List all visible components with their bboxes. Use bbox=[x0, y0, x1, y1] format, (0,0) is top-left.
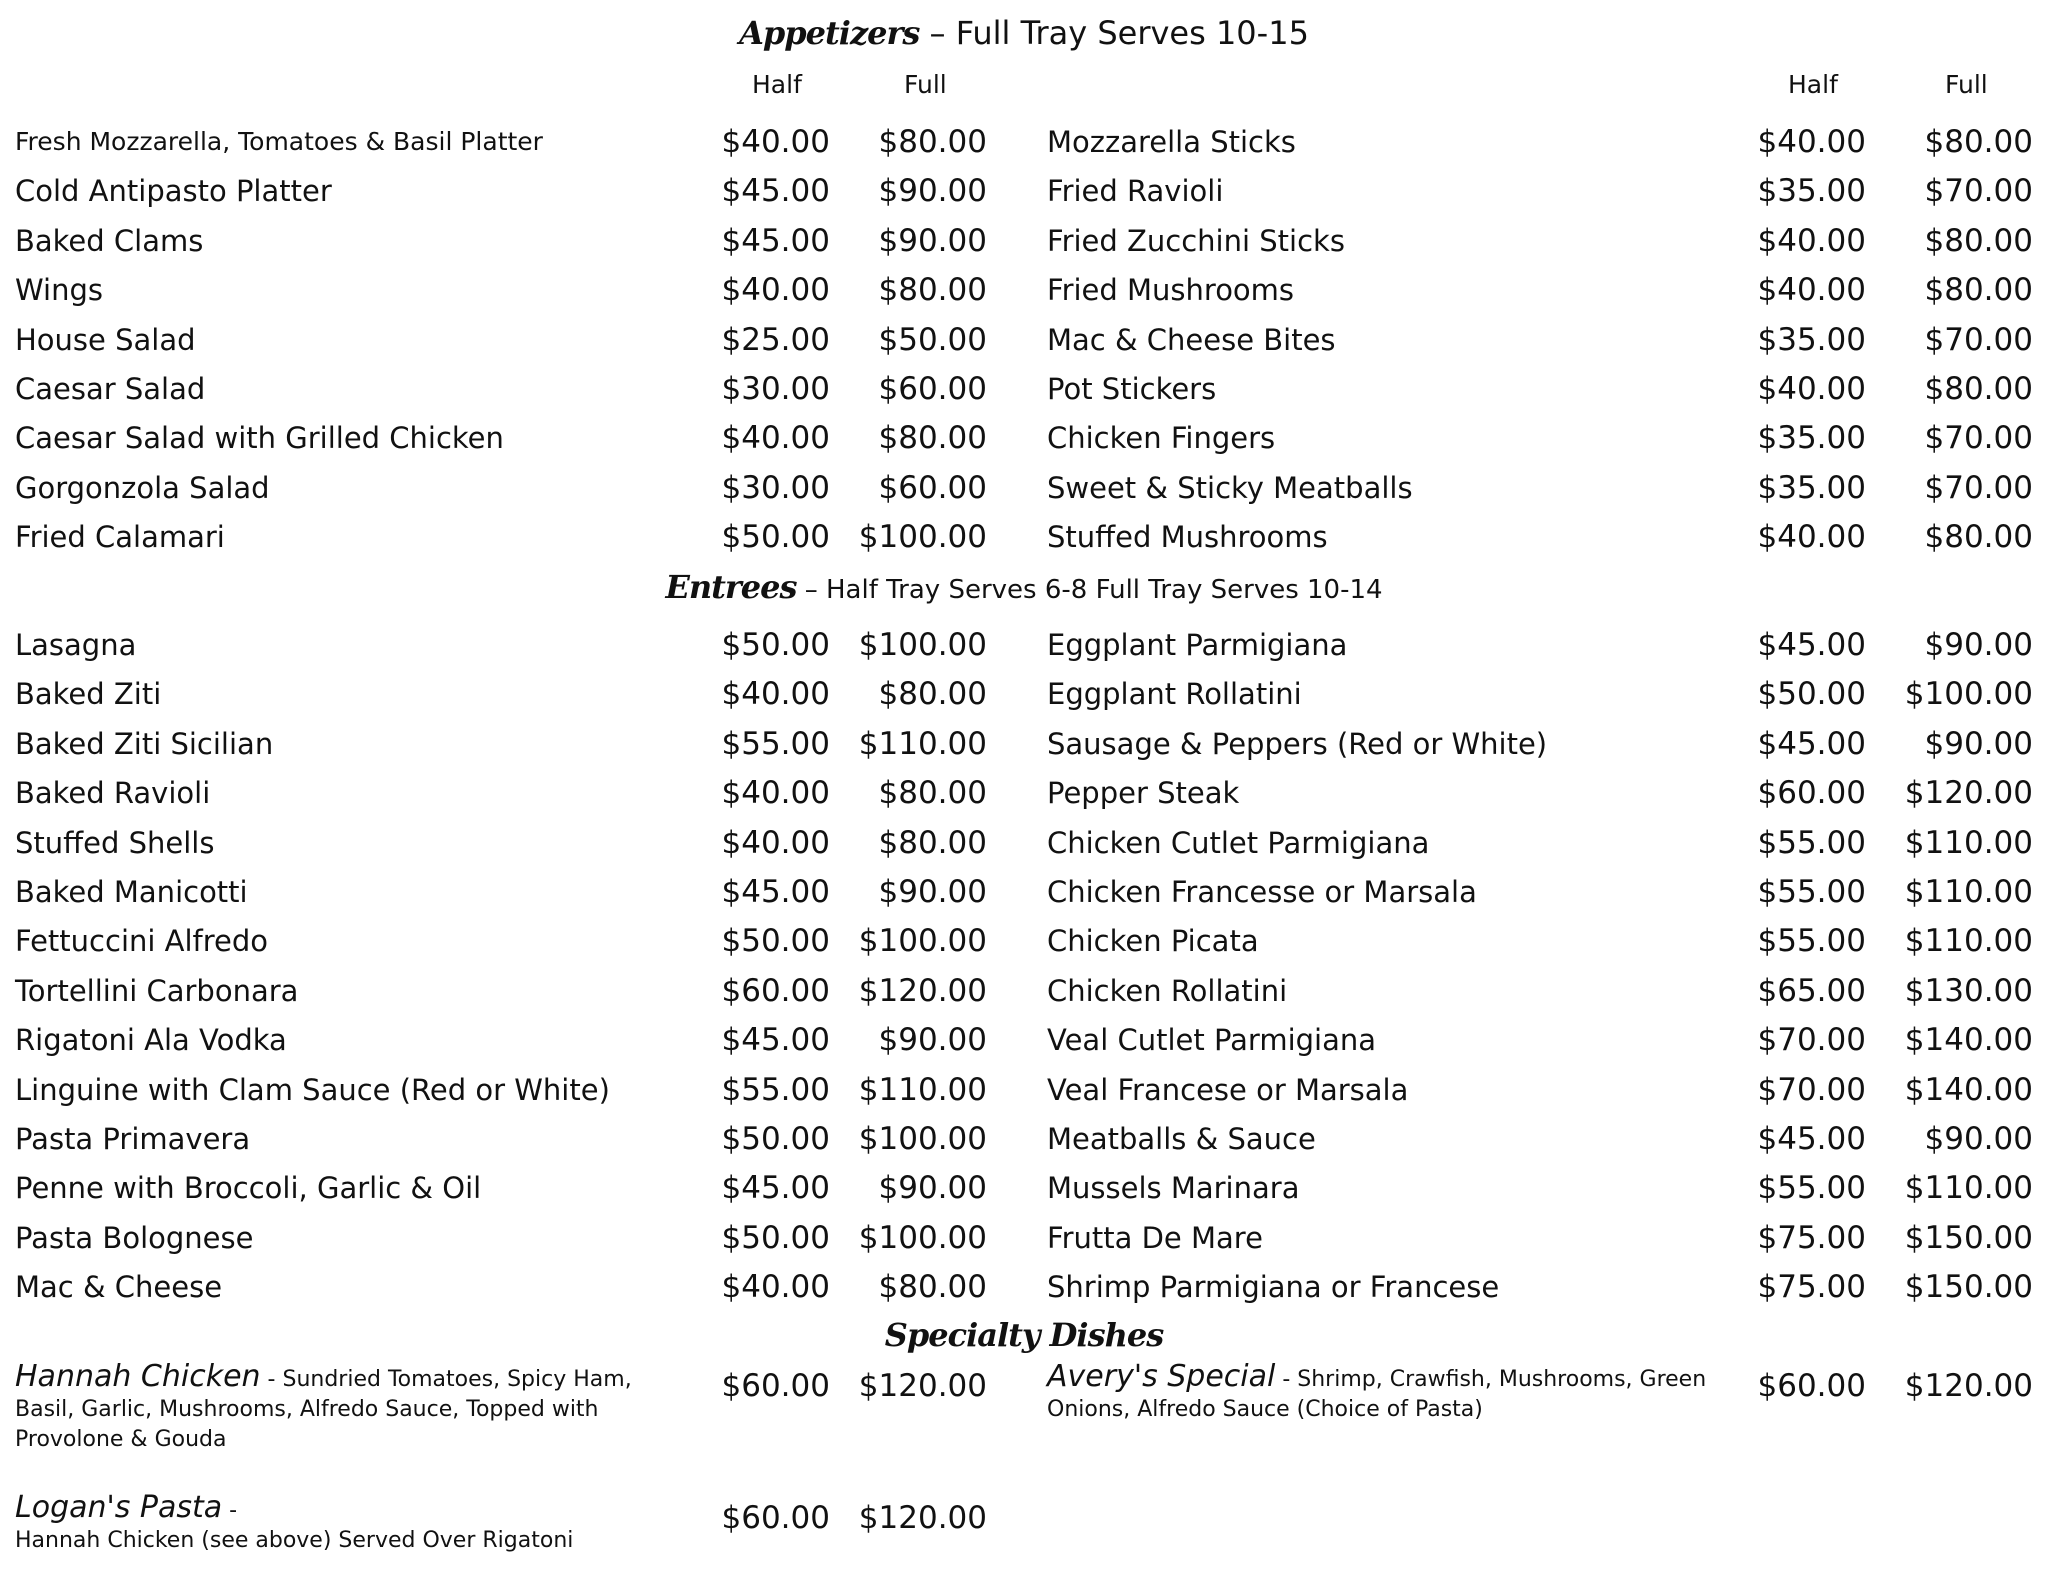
specialty-separator: - bbox=[222, 1498, 238, 1523]
menu-item-price-full: $90.00 bbox=[878, 1170, 987, 1207]
menu-item-name: Pasta Bolognese bbox=[15, 1220, 254, 1255]
specialty-description: Sundried Tomatoes, Spicy Ham, Basil, Garlic, Mushrooms, Alfredo Sauce, Topped with Provolone & Gouda bbox=[15, 1367, 632, 1452]
menu-item-name: Caesar Salad with Grilled Chicken bbox=[15, 421, 504, 456]
appetizers-heading bbox=[0, 14, 2048, 52]
menu-row bbox=[0, 270, 2048, 310]
menu-item-name: Baked Ziti bbox=[15, 677, 162, 712]
menu-item-name: Mac & Cheese bbox=[15, 1270, 223, 1305]
menu-row bbox=[0, 724, 2048, 764]
specialty-name: Logan's Pasta bbox=[15, 1490, 223, 1525]
menu-item-price-half: $40.00 bbox=[1757, 519, 1866, 556]
menu-row bbox=[0, 921, 2048, 961]
menu-item-price-full: $80.00 bbox=[878, 420, 987, 457]
menu-item-price-full: $110.00 bbox=[1904, 874, 2033, 910]
menu-item-price-half: $40.00 bbox=[1757, 272, 1866, 309]
menu-item-name: Baked Clams bbox=[15, 223, 204, 258]
menu-row bbox=[0, 823, 2048, 863]
menu-item-price-full: $100.00 bbox=[858, 627, 987, 663]
menu-item-price-half: $55.00 bbox=[1757, 1170, 1866, 1207]
menu-item-price-half: $45.00 bbox=[1757, 627, 1866, 663]
menu-item-name: Frutta De Mare bbox=[1047, 1220, 1263, 1255]
menu-item-price-half: $65.00 bbox=[1757, 972, 1866, 1009]
menu-item-name: Pot Stickers bbox=[1047, 372, 1217, 406]
menu-item-price-half: $45.00 bbox=[721, 1022, 830, 1059]
menu-item-name: Meatballs & Sauce bbox=[1047, 1122, 1316, 1156]
menu-item-price-half: $45.00 bbox=[1757, 1121, 1866, 1157]
menu-item-price-half: $30.00 bbox=[721, 469, 830, 506]
menu-item-name: Rigatoni Ala Vodka bbox=[15, 1023, 287, 1058]
menu-item-price-half: $35.00 bbox=[1757, 173, 1866, 210]
menu-row bbox=[0, 1020, 2048, 1060]
menu-item-name: Fried Ravioli bbox=[1047, 174, 1224, 209]
specialty-heading-script: Specialty Dishes bbox=[884, 1316, 1164, 1354]
menu-item-price-full: $80.00 bbox=[878, 775, 987, 812]
specialty-price-full: $120.00 bbox=[858, 1368, 987, 1404]
menu-item-price-full: $80.00 bbox=[878, 272, 987, 309]
menu-item-price-full: $60.00 bbox=[878, 469, 987, 506]
menu-item-price-half: $40.00 bbox=[721, 676, 830, 713]
menu-item-price-half: $35.00 bbox=[1757, 420, 1866, 457]
menu-item-name: Fresh Mozzarella, Tomatoes & Basil Platter bbox=[15, 127, 543, 156]
menu-item-price-half: $50.00 bbox=[1757, 676, 1866, 713]
menu-item-price-full: $80.00 bbox=[878, 676, 987, 713]
menu-item-price-half: $60.00 bbox=[721, 972, 830, 1009]
menu-item-price-full: $50.00 bbox=[878, 321, 987, 358]
menu-item-price-full: $140.00 bbox=[1904, 1022, 2033, 1059]
specialty-price-half: $60.00 bbox=[721, 1368, 830, 1404]
menu-item-price-half: $40.00 bbox=[721, 124, 830, 160]
menu-item-name: Mac & Cheese Bites bbox=[1047, 322, 1336, 357]
entrees-heading bbox=[0, 568, 2048, 606]
menu-row bbox=[0, 674, 2048, 714]
menu-item-price-half: $45.00 bbox=[721, 173, 830, 210]
menu-row bbox=[0, 1267, 2048, 1307]
specialty-description: Hannah Chicken (see above) Served Over Rigatoni bbox=[15, 1528, 574, 1553]
menu-item-name: Veal Cutlet Parmigiana bbox=[1047, 1023, 1377, 1058]
menu-row bbox=[0, 971, 2048, 1011]
menu-row bbox=[0, 1168, 2048, 1208]
menu-item-price-half: $45.00 bbox=[721, 1170, 830, 1207]
menu-row bbox=[0, 1070, 2048, 1110]
menu-item-name: Sweet & Sticky Meatballs bbox=[1047, 470, 1413, 505]
menu-item-price-full: $60.00 bbox=[878, 371, 987, 407]
entrees-heading-note: – Half Tray Serves 6-8 Full Tray Serves 10-14 bbox=[796, 575, 1383, 605]
menu-item-price-half: $55.00 bbox=[1757, 824, 1866, 861]
menu-item-price-half: $40.00 bbox=[721, 1269, 830, 1306]
menu-item-name: Shrimp Parmigiana or Francese bbox=[1047, 1270, 1500, 1305]
menu-item-name: Mozzarella Sticks bbox=[1047, 125, 1296, 159]
menu-item-price-half: $55.00 bbox=[1757, 874, 1866, 910]
menu-item-price-half: $75.00 bbox=[1757, 1219, 1866, 1256]
menu-item-price-full: $100.00 bbox=[1904, 676, 2033, 713]
menu-item-price-half: $40.00 bbox=[721, 775, 830, 812]
specialty-separator: - bbox=[1275, 1367, 1298, 1392]
right-col-half-header: Half bbox=[1788, 70, 1838, 99]
menu-item-price-half: $55.00 bbox=[721, 725, 830, 762]
right-col-full-header: Full bbox=[1945, 70, 1988, 99]
left-col-half-header: Half bbox=[752, 70, 802, 99]
menu-item-price-half: $70.00 bbox=[1757, 1071, 1866, 1108]
menu-row bbox=[0, 320, 2048, 360]
menu-item-price-half: $55.00 bbox=[1757, 923, 1866, 960]
specialty-name: Avery's Special bbox=[1047, 1359, 1276, 1394]
menu-item-price-half: $35.00 bbox=[1757, 469, 1866, 506]
appetizers-heading-script: Appetizers bbox=[739, 14, 920, 52]
menu-item-price-full: $80.00 bbox=[1924, 371, 2033, 407]
menu-item-name: Stuffed Shells bbox=[15, 825, 215, 860]
menu-item-price-half: $40.00 bbox=[721, 420, 830, 457]
menu-item-name: Fried Calamari bbox=[15, 520, 225, 555]
menu-item-price-full: $100.00 bbox=[858, 1121, 987, 1157]
menu-item-name: Sausage & Peppers (Red or White) bbox=[1047, 726, 1548, 761]
menu-item-price-half: $60.00 bbox=[1757, 775, 1866, 812]
menu-row bbox=[0, 418, 2048, 458]
specialty-item-averys-special bbox=[1047, 1359, 1727, 1425]
menu-item-price-half: $50.00 bbox=[721, 1121, 830, 1157]
menu-item-price-full: $90.00 bbox=[878, 173, 987, 210]
left-col-full-header: Full bbox=[904, 70, 947, 99]
appetizers-heading-note: – Full Tray Serves 10-15 bbox=[919, 14, 1309, 52]
menu-item-name: Chicken Francesse or Marsala bbox=[1047, 875, 1477, 909]
menu-item-name: Cold Antipasto Platter bbox=[15, 174, 332, 209]
menu-item-price-full: $100.00 bbox=[858, 1219, 987, 1256]
menu-item-price-full: $80.00 bbox=[1924, 124, 2033, 160]
menu-item-price-half: $50.00 bbox=[721, 923, 830, 960]
menu-item-price-full: $70.00 bbox=[1924, 420, 2033, 457]
menu-item-name: Fried Mushrooms bbox=[1047, 273, 1295, 308]
menu-item-price-half: $50.00 bbox=[721, 519, 830, 556]
menu-item-price-half: $40.00 bbox=[1757, 371, 1866, 407]
menu-item-price-full: $110.00 bbox=[858, 725, 987, 762]
menu-item-price-half: $40.00 bbox=[1757, 124, 1866, 160]
menu-item-name: Eggplant Rollatini bbox=[1047, 677, 1302, 712]
menu-item-price-full: $110.00 bbox=[1904, 1170, 2033, 1207]
menu-item-price-full: $90.00 bbox=[1924, 627, 2033, 663]
menu-item-name: Lasagna bbox=[15, 628, 137, 662]
menu-item-price-half: $45.00 bbox=[1757, 725, 1866, 762]
menu-item-name: Linguine with Clam Sauce (Red or White) bbox=[15, 1072, 610, 1107]
menu-item-name: Stuffed Mushrooms bbox=[1047, 520, 1328, 555]
menu-item-price-half: $50.00 bbox=[721, 627, 830, 663]
menu-item-price-full: $90.00 bbox=[878, 222, 987, 259]
menu-item-name: Chicken Rollatini bbox=[1047, 973, 1288, 1008]
menu-item-price-full: $140.00 bbox=[1904, 1071, 2033, 1108]
menu-row bbox=[0, 1119, 2048, 1159]
menu-row bbox=[0, 221, 2048, 261]
menu-item-price-full: $150.00 bbox=[1904, 1219, 2033, 1256]
menu-item-price-full: $80.00 bbox=[1924, 272, 2033, 309]
menu-item-price-full: $130.00 bbox=[1904, 972, 2033, 1009]
menu-item-price-full: $100.00 bbox=[858, 519, 987, 556]
menu-item-name: House Salad bbox=[15, 322, 196, 357]
menu-row bbox=[0, 122, 2048, 162]
menu-item-name: Veal Francese or Marsala bbox=[1047, 1072, 1409, 1107]
menu-item-price-full: $150.00 bbox=[1904, 1269, 2033, 1306]
menu-item-price-full: $70.00 bbox=[1924, 321, 2033, 358]
menu-item-name: Baked Ziti Sicilian bbox=[15, 726, 274, 761]
specialty-item-logans-pasta bbox=[15, 1490, 715, 1556]
menu-item-price-full: $70.00 bbox=[1924, 469, 2033, 506]
menu-row bbox=[0, 517, 2048, 557]
menu-row bbox=[0, 872, 2048, 912]
menu-item-name: Baked Ravioli bbox=[15, 776, 211, 811]
menu-row bbox=[0, 468, 2048, 508]
menu-item-price-full: $90.00 bbox=[1924, 725, 2033, 762]
menu-item-name: Fried Zucchini Sticks bbox=[1047, 223, 1345, 258]
menu-item-price-half: $45.00 bbox=[721, 874, 830, 910]
specialty-price-half: $60.00 bbox=[721, 1500, 830, 1536]
menu-item-price-full: $80.00 bbox=[1924, 222, 2033, 259]
menu-item-name: Baked Manicotti bbox=[15, 875, 248, 909]
specialty-heading bbox=[0, 1316, 2048, 1354]
menu-row bbox=[0, 171, 2048, 211]
specialty-description: Shrimp, Crawfish, Mushrooms, Green Onions, Alfredo Sauce (Choice of Pasta) bbox=[1047, 1367, 1707, 1422]
menu-item-price-half: $30.00 bbox=[721, 371, 830, 407]
menu-item-name: Tortellini Carbonara bbox=[15, 973, 299, 1008]
menu-row bbox=[0, 773, 2048, 813]
menu-item-price-half: $40.00 bbox=[721, 824, 830, 861]
menu-item-price-full: $100.00 bbox=[858, 923, 987, 960]
menu-item-price-full: $90.00 bbox=[1924, 1121, 2033, 1157]
menu-item-price-full: $80.00 bbox=[878, 824, 987, 861]
specialty-item-hannah-chicken bbox=[15, 1359, 675, 1455]
menu-item-name: Chicken Fingers bbox=[1047, 421, 1276, 456]
menu-item-price-full: $120.00 bbox=[858, 972, 987, 1009]
menu-item-name: Chicken Cutlet Parmigiana bbox=[1047, 825, 1430, 860]
specialty-name: Hannah Chicken bbox=[15, 1359, 261, 1394]
menu-item-price-half: $55.00 bbox=[721, 1071, 830, 1108]
specialty-price-half: $60.00 bbox=[1757, 1368, 1866, 1404]
specialty-price-full: $120.00 bbox=[1904, 1368, 2033, 1404]
menu-item-price-half: $25.00 bbox=[721, 321, 830, 358]
menu-item-price-full: $110.00 bbox=[1904, 824, 2033, 861]
menu-item-price-half: $40.00 bbox=[1757, 222, 1866, 259]
menu-item-price-full: $80.00 bbox=[1924, 519, 2033, 556]
menu-item-price-full: $90.00 bbox=[878, 1022, 987, 1059]
menu-item-name: Eggplant Parmigiana bbox=[1047, 628, 1348, 662]
menu-row bbox=[0, 369, 2048, 409]
menu-item-name: Gorgonzola Salad bbox=[15, 470, 270, 505]
menu-item-price-full: $110.00 bbox=[858, 1071, 987, 1108]
menu-item-name: Pepper Steak bbox=[1047, 776, 1240, 811]
menu-item-name: Wings bbox=[15, 273, 103, 308]
menu-item-price-half: $75.00 bbox=[1757, 1269, 1866, 1306]
menu-item-price-half: $40.00 bbox=[721, 272, 830, 309]
menu-item-name: Penne with Broccoli, Garlic & Oil bbox=[15, 1171, 482, 1206]
menu-item-price-half: $35.00 bbox=[1757, 321, 1866, 358]
menu-item-price-full: $90.00 bbox=[878, 874, 987, 910]
menu-item-price-half: $50.00 bbox=[721, 1219, 830, 1256]
menu-item-name: Mussels Marinara bbox=[1047, 1171, 1300, 1206]
menu-item-price-full: $80.00 bbox=[878, 1269, 987, 1306]
menu-item-name: Fettuccini Alfredo bbox=[15, 924, 269, 959]
menu-item-price-full: $120.00 bbox=[1904, 775, 2033, 812]
specialty-separator: - bbox=[260, 1367, 283, 1392]
menu-row bbox=[0, 1218, 2048, 1258]
menu-item-price-full: $110.00 bbox=[1904, 923, 2033, 960]
menu-item-name: Caesar Salad bbox=[15, 372, 206, 406]
menu-item-name: Chicken Picata bbox=[1047, 924, 1259, 959]
entrees-heading-script: Entrees bbox=[665, 568, 797, 606]
menu-item-price-full: $70.00 bbox=[1924, 173, 2033, 210]
menu-item-price-full: $80.00 bbox=[878, 124, 987, 160]
menu-row bbox=[0, 625, 2048, 665]
specialty-price-full: $120.00 bbox=[858, 1500, 987, 1536]
menu-item-price-half: $70.00 bbox=[1757, 1022, 1866, 1059]
menu-item-price-half: $45.00 bbox=[721, 222, 830, 259]
menu-item-name: Pasta Primavera bbox=[15, 1122, 251, 1156]
